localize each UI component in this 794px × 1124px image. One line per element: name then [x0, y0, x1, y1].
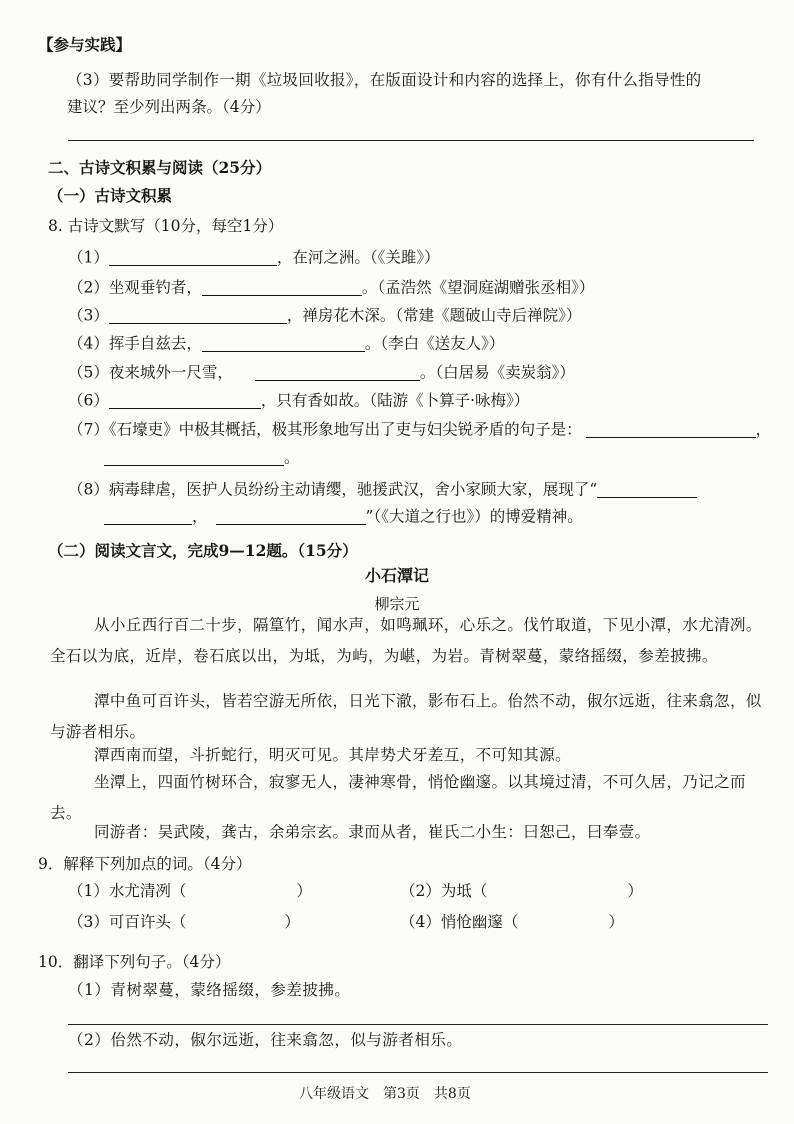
q8-item-2: [68, 279, 594, 296]
item-text: ，禅房花木深。（常建《题破山寺后禅院》）: [286, 306, 582, 325]
item-text: 。（白居易《卖炭翁》）: [419, 363, 575, 382]
item-text: ，: [192, 507, 208, 526]
item-text: 。（孟浩然《望洞庭湖赠张丞相》）: [361, 278, 595, 297]
fill-blank[interactable]: [104, 508, 192, 525]
question-8-title: 8. 古诗文默写（10分，每空1分）: [48, 217, 284, 235]
question-10-title: 10．翻译下列句子。（4分）: [38, 953, 231, 971]
q9-item-4: （4）悄怆幽邃（ ）: [400, 913, 624, 931]
item-text: 《石壕吏》中极其概括，极其形象地写出了吏与妇尖锐矛盾的句子是：: [108, 420, 582, 439]
answer-line-q10-1[interactable]: [68, 1024, 768, 1025]
section-2-title: 二、古诗文积累与阅读（25分）: [48, 158, 272, 177]
footer-total-pages: 共8页: [433, 1086, 471, 1102]
q9-item-3: （3）可百许头（ ）: [68, 913, 300, 931]
fill-blank[interactable]: [586, 421, 756, 438]
answer-line-q3[interactable]: [68, 140, 754, 141]
item-number: （4）: [68, 334, 109, 353]
item-text: 坐观垂钓者，: [108, 278, 202, 297]
q8-item-8-cont: [104, 508, 583, 525]
item-text: 夜来城外一尺雪，: [108, 363, 233, 382]
question-3-line2: 建议？至少列出两条。（4分）: [67, 98, 271, 116]
passage-paragraph-4: 坐潭上，四面竹树环合，寂寥无人，凄神寒骨，悄怆幽邃。以其境过清，不可久居，乃记之而去。: [50, 773, 746, 822]
question-9-title: 9．解释下列加点的词。（4分）: [38, 855, 252, 873]
q10-sentence-1: （1）青树翠蔓，蒙络摇缀，参差披拂。: [68, 981, 351, 999]
item-number: （1）: [68, 248, 109, 267]
q8-item-6: [68, 392, 529, 409]
item-number: （2）: [68, 278, 109, 297]
item-text: ，在河之洲。（《关雎》）: [276, 248, 440, 267]
item-text: ，: [755, 420, 772, 439]
footer-page-number: 第3页: [383, 1086, 420, 1102]
q10-sentence-2: （2）佁然不动，俶尔远逝，往来翕忽，似与游者相乐。: [68, 1031, 463, 1049]
page-footer: [299, 1087, 471, 1101]
fill-blank[interactable]: [109, 249, 277, 266]
subsection-1-title: （一）古诗文积累: [48, 186, 173, 205]
subsection-2-title: （二）阅读文言文，完成9—12题。（15分）: [48, 541, 358, 560]
item-text: ，只有香如故。（陆游《卜算子·咏梅》）: [260, 391, 530, 410]
item-number: （5）: [68, 363, 109, 382]
passage-title: 小石潭记: [364, 566, 429, 585]
passage-paragraph-2: 潭中鱼可百许头，皆若空游无所依，日光下澈，影布石上。佁然不动，俶尔远逝，往来翕忽，似与游者相乐。: [50, 692, 762, 741]
fill-blank[interactable]: [255, 364, 420, 381]
item-text: 病毒肆虐，医护人员纷纷主动请缨，驰援武汉，舍小家顾大家，展现了“: [108, 480, 598, 499]
q8-item-7-cont: [104, 449, 300, 466]
item-text: 。: [284, 448, 300, 467]
item-number: （7）: [68, 420, 109, 439]
fill-blank[interactable]: [104, 449, 284, 466]
q8-item-5: [68, 364, 575, 381]
fill-blank[interactable]: [202, 279, 362, 296]
question-3-line1: （3）要帮助同学制作一期《垃圾回收报》，在版面设计和内容的选择上，你有什么指导性的: [67, 71, 702, 89]
answer-line-q10-2[interactable]: [68, 1072, 768, 1073]
section-header-practice: 【参与实践】: [38, 35, 132, 54]
item-number: （6）: [68, 391, 109, 410]
q9-item-2: （2）为坻（ ）: [400, 882, 643, 900]
q8-item-7: [68, 421, 771, 438]
q8-item-3: [68, 307, 581, 324]
fill-blank[interactable]: [109, 307, 287, 324]
footer-grade: 八年级语文: [299, 1086, 369, 1102]
item-number: （8）: [68, 480, 109, 499]
fill-blank[interactable]: [109, 392, 261, 409]
passage-author: 柳宗元: [374, 595, 420, 613]
passage-paragraph-1: 从小丘西行百二十步，隔篁竹，闻水声，如鸣珮环，心乐之。伐竹取道，下见小潭，水尤清冽。全石以为底，近岸，卷石底以出，为坻，为屿，为嵁，为岩。青树翠蔓，蒙络摇缀，参差披拂。: [50, 616, 762, 665]
passage-paragraph-3: 潭西南而望，斗折蛇行，明灭可见。其岸势犬牙差互，不可知其源。: [94, 746, 572, 764]
fill-blank[interactable]: [202, 335, 365, 352]
fill-blank[interactable]: [216, 508, 366, 525]
passage-paragraph-5: 同游者：吴武陵，龚古，余弟宗玄。隶而从者，崔氏二小生：曰恕己，曰奉壹。: [94, 823, 651, 841]
q8-item-4: [68, 335, 504, 352]
q9-item-1: （1）水尤清冽（ ）: [68, 882, 312, 900]
item-number: （3）: [68, 306, 109, 325]
q8-item-8: [68, 481, 697, 498]
item-text: 。（李白《送友人》）: [364, 334, 505, 353]
item-text: ”（《大道之行也》）的博爱精神。: [365, 507, 583, 526]
item-text: 挥手自兹去，: [108, 334, 202, 353]
fill-blank[interactable]: [597, 481, 697, 498]
q8-item-1: [68, 249, 440, 266]
